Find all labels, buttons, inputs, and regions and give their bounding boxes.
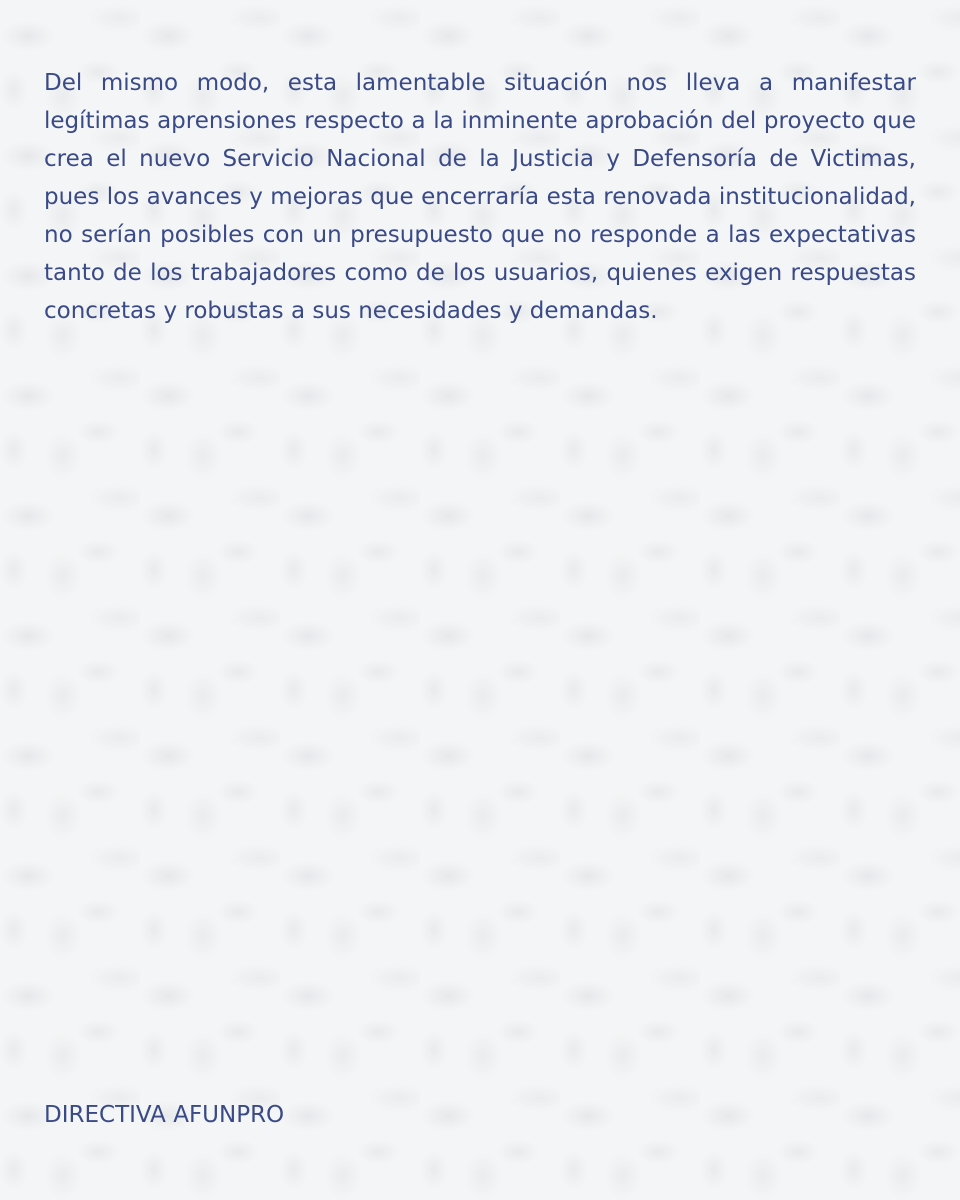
body-paragraph: Del mismo modo, esta lamentable situación nos lleva a manifestar legítimas aprensiones respecto a la inminente aprobación del proyecto que crea el nuevo Servicio Nacional de la Justicia y Defensoría de Victimas, pues los avances y mejoras que encerraría esta renovada institucionalidad, no serían posibles con un presupuesto que no responde a las expectativas tanto de los trabajadores como de los usuarios, quienes exigen respuestas concretas y robustas a sus necesidades y demandas.: [44, 70, 916, 324]
signature-text: DIRECTIVA AFUNPRO: [44, 1102, 285, 1128]
